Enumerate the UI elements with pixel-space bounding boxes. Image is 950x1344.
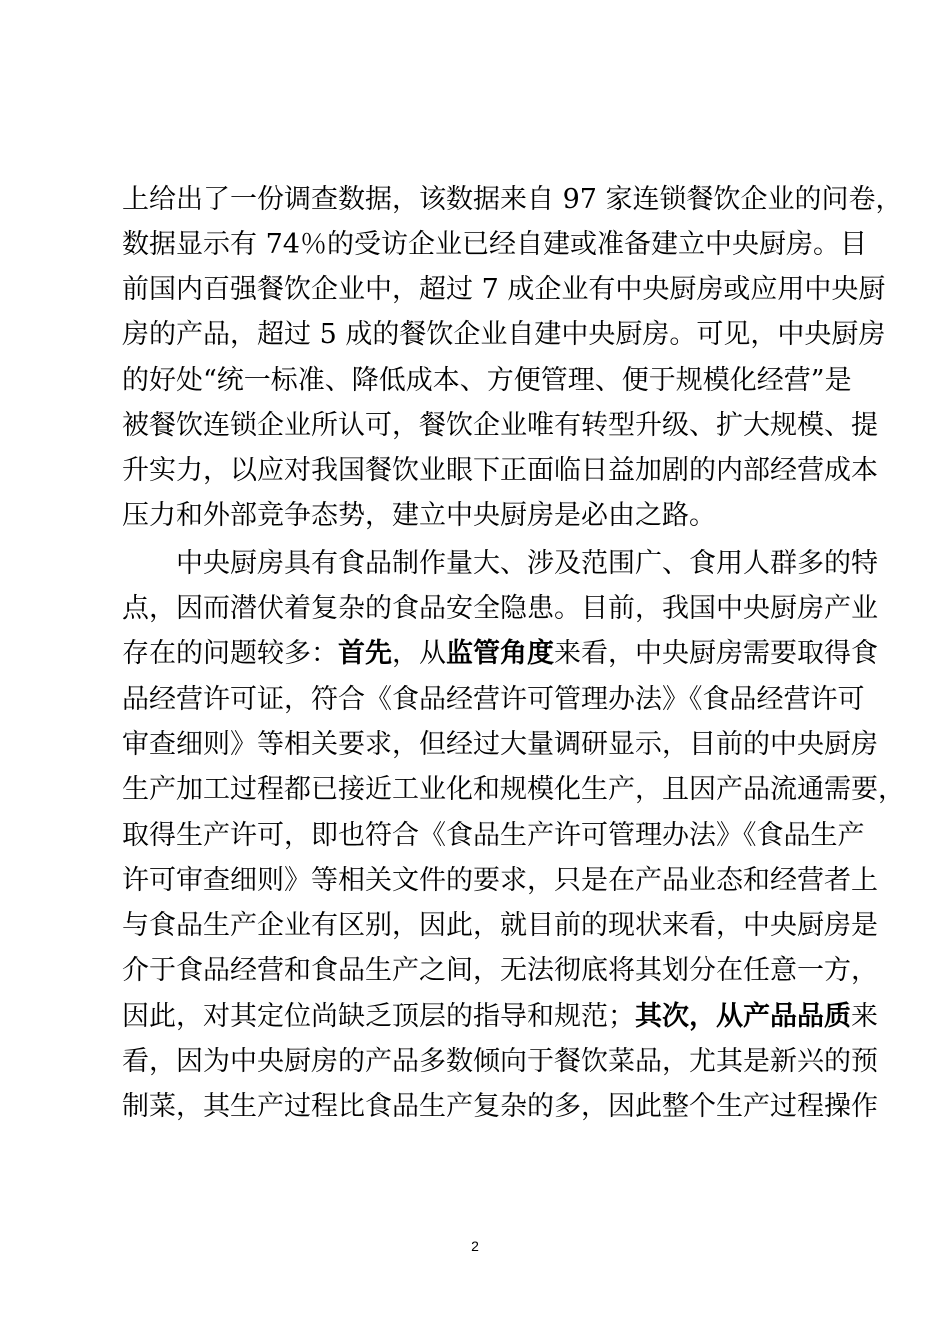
text-line: 品经营许可证，符合《食品经营许可管理办法》《食品经营许可 bbox=[122, 684, 865, 715]
text-line: 生产加工过程都已接近工业化和规模化生产，且因产品流通需要， bbox=[122, 774, 905, 805]
text-segment: ，从 bbox=[392, 638, 446, 669]
text-line: 上给出了一份调查数据，该数据来自 97 家连锁餐饮企业的问卷， bbox=[122, 184, 903, 215]
text-line: 看，因为中央厨房的产品多数倾向于餐饮菜品，尤其是新兴的预 bbox=[122, 1046, 878, 1077]
text-line: 中央厨房具有食品制作量大、涉及范围广、食用人群多的特 bbox=[176, 548, 878, 579]
text-segment: 因此，对其定位尚缺乏顶层的指导和规范； bbox=[122, 1001, 635, 1032]
text-line: 的好处“统一标准、降低成本、方便管理、便于规模化经营”是 bbox=[122, 365, 852, 396]
text-line: 审查细则》等相关要求，但经过大量调研显示，目前的中央厨房 bbox=[122, 729, 878, 760]
text-line: 与食品生产企业有区别，因此，就目前的现状来看，中央厨房是 bbox=[122, 910, 878, 941]
text-line: 升实力，以应对我国餐饮业眼下正面临日益加剧的内部经营成本 bbox=[122, 455, 878, 486]
page-number: 2 bbox=[471, 1238, 479, 1254]
text-line: 房的产品，超过 5 成的餐饮企业自建中央厨房。可见，中央厨房 bbox=[122, 319, 886, 350]
text-line: 数据显示有 74％的受访企业已经自建或准备建立中央厨房。目 bbox=[122, 229, 867, 260]
emphasis-product-quality: 其次，从产品品质 bbox=[635, 1001, 851, 1032]
text-line: 许可审查细则》等相关文件的要求，只是在产品业态和经营者上 bbox=[122, 865, 878, 896]
text-segment: 存在的问题较多： bbox=[122, 638, 338, 669]
text-line bbox=[122, 997, 878, 1037]
text-line: 被餐饮连锁企业所认可，餐饮企业唯有转型升级、扩大规模、提 bbox=[122, 410, 878, 441]
text-segment: 来 bbox=[851, 1001, 878, 1032]
emphasis-supervision-angle: 监管角度 bbox=[446, 638, 554, 669]
text-line: 介于食品经营和食品生产之间，无法彻底将其划分在任意一方， bbox=[122, 955, 878, 986]
emphasis-first: 首先 bbox=[338, 638, 392, 669]
text-line: 取得生产许可，即也符合《食品生产许可管理办法》《食品生产 bbox=[122, 820, 865, 851]
text-line: 点，因而潜伏着复杂的食品安全隐患。目前，我国中央厨房产业 bbox=[122, 593, 878, 624]
text-line: 前国内百强餐饮企业中，超过 7 成企业有中央厨房或应用中央厨 bbox=[122, 274, 886, 305]
text-line: 制菜，其生产过程比食品生产复杂的多，因此整个生产过程操作 bbox=[122, 1091, 878, 1122]
text-segment: 来看，中央厨房需要取得食 bbox=[554, 638, 878, 669]
text-line bbox=[122, 634, 878, 674]
text-line: 压力和外部竞争态势，建立中央厨房是必由之路。 bbox=[122, 500, 716, 531]
